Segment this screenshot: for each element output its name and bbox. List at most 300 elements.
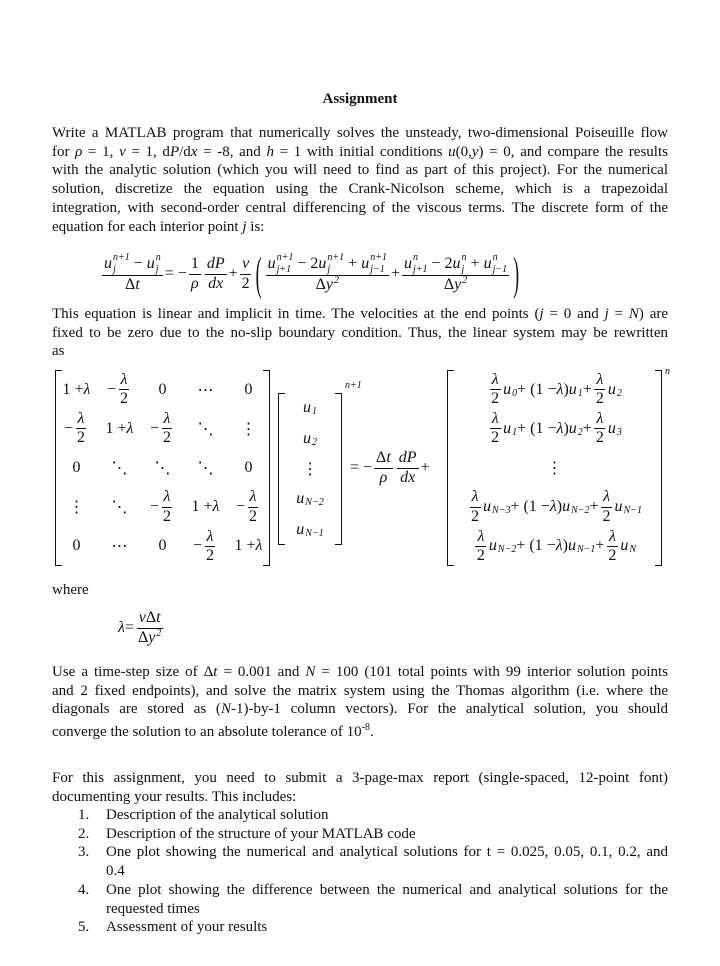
subscript <box>617 389 622 399</box>
text-run: = 0.001 and <box>217 664 306 680</box>
text-run: ) = 0, and compare the results <box>478 143 668 160</box>
text-run: 2 <box>77 429 86 447</box>
vector-entry <box>296 490 323 508</box>
text-run: (0, <box>455 143 472 160</box>
text-line <box>52 161 668 180</box>
matrix-cell <box>198 419 214 439</box>
list-number: 1. <box>78 807 90 823</box>
text-run: 2 <box>206 546 215 564</box>
italic-symbol <box>305 664 315 680</box>
text-run: λ <box>556 419 564 437</box>
text-run: + (1 − <box>510 498 550 516</box>
text-run: ν <box>242 255 250 273</box>
italic-symbol <box>503 381 511 399</box>
superscript <box>362 722 370 733</box>
fraction-denominator <box>161 508 173 526</box>
scripted-symbol <box>484 253 508 275</box>
scripted-symbol <box>296 521 323 539</box>
italic-symbol <box>489 537 497 555</box>
text-run: 2 <box>249 507 258 525</box>
matrix-cell <box>245 459 253 477</box>
text-run: 2 <box>163 429 172 447</box>
text-run: ρ <box>75 143 83 160</box>
subscript <box>327 265 344 275</box>
text-run: 2 <box>491 429 500 447</box>
list-item <box>78 881 668 918</box>
text-run: ) <box>563 380 569 398</box>
fraction-denominator <box>606 547 618 565</box>
scripted-symbol <box>568 537 595 555</box>
italic-symbol <box>318 255 326 273</box>
text-run: t <box>386 449 391 467</box>
italic-symbol <box>104 255 112 273</box>
fraction <box>240 255 252 293</box>
text-run: λ <box>126 419 134 437</box>
fraction-numerator <box>102 253 163 276</box>
text-run: n+1 <box>276 252 294 264</box>
text-run: ν <box>138 609 146 627</box>
scripted-symbol <box>562 498 589 516</box>
list-item-text <box>106 918 668 937</box>
document-title: Assignment <box>322 91 398 107</box>
text-run: Description of the structure of your MATLAB code <box>106 825 416 842</box>
text-run: j+1 <box>276 264 292 276</box>
vector-entry <box>302 459 318 479</box>
text-run: 3 <box>616 426 622 438</box>
italic-symbol <box>303 399 311 417</box>
text-run: u <box>503 419 512 437</box>
text-run: j <box>604 306 609 322</box>
text-line <box>52 342 668 361</box>
text-run: u <box>483 255 492 273</box>
scripted-symbol <box>620 537 636 555</box>
scripts <box>492 504 510 516</box>
text-run: + <box>228 265 238 282</box>
text-run: = − <box>164 265 187 282</box>
matrix-cell <box>487 371 622 409</box>
text-run: ) <box>556 498 563 516</box>
list-item <box>78 806 668 825</box>
fraction <box>266 253 389 294</box>
fraction-numerator <box>490 410 501 429</box>
subscript <box>624 506 642 516</box>
text-run: equation for each interior point <box>52 218 243 235</box>
text-run: Use a time-step size of Δ <box>52 664 214 680</box>
text-run: ⋱ <box>154 459 171 477</box>
discrete-equation <box>100 246 521 299</box>
italic-symbol <box>326 276 333 294</box>
scripts <box>413 253 428 275</box>
fraction-numerator <box>137 609 163 628</box>
fraction <box>469 488 481 526</box>
fraction <box>247 488 259 526</box>
text-run: 0 <box>72 458 81 476</box>
text-run: + (1 − <box>516 537 556 555</box>
matrix-cell <box>198 458 214 478</box>
text-run: − <box>129 255 147 273</box>
fraction <box>489 410 501 448</box>
italic-symbol <box>208 275 223 292</box>
italic-symbol <box>629 306 639 322</box>
parenthesis: ) <box>513 246 520 299</box>
italic-symbol <box>296 490 304 508</box>
list-item <box>78 843 668 880</box>
italic-symbol <box>386 449 390 466</box>
italic-symbol <box>221 701 231 717</box>
italic-symbol <box>250 488 257 505</box>
text-run: u <box>607 380 616 398</box>
text-run: u <box>104 255 112 273</box>
italic-symbol <box>562 498 570 516</box>
text-run: fixed to be zero due to the no-slip boundary condition. Thus, the linear system may be rewritten <box>52 324 668 341</box>
text-run: u <box>568 380 577 398</box>
text-run: n+1 <box>370 252 387 264</box>
text-run: 0 <box>72 537 81 555</box>
scripted-symbol <box>454 276 467 294</box>
text-run: − <box>106 380 117 398</box>
text-run: 2 <box>608 546 617 564</box>
text-line <box>106 825 668 844</box>
text-run: 0 <box>244 380 253 398</box>
italic-symbol <box>256 537 263 555</box>
text-run: N <box>628 306 639 322</box>
text-run: t <box>135 276 140 294</box>
text-run: u <box>403 255 412 273</box>
rhs-vector-superscript: n <box>665 366 670 377</box>
fraction <box>136 609 163 647</box>
matrix-cell <box>69 497 85 517</box>
italic-symbol <box>213 498 220 516</box>
fraction-numerator <box>162 488 173 507</box>
italic-symbol <box>164 488 171 505</box>
text-run: j−1 <box>370 264 385 276</box>
fraction-denominator <box>378 469 390 487</box>
text-run: N <box>629 544 637 556</box>
text-run: j <box>242 218 247 235</box>
text-run: t <box>213 664 218 680</box>
subscript <box>305 529 323 539</box>
italic-symbol <box>448 144 456 160</box>
fraction <box>601 488 613 526</box>
vector-entry <box>303 430 317 448</box>
fraction-numerator <box>470 488 481 507</box>
fraction-numerator <box>162 410 173 429</box>
parenthesis: ( <box>255 246 262 299</box>
matrix-cell <box>487 410 622 448</box>
text-line <box>52 769 668 788</box>
text-run: N−2 <box>571 505 590 517</box>
coefficient-matrix <box>55 370 270 566</box>
matrix-cell <box>150 488 175 526</box>
text-run: u <box>562 498 571 516</box>
italic-symbol <box>483 498 491 516</box>
text-run: Δ <box>137 628 149 646</box>
fraction-numerator <box>374 449 393 468</box>
paragraph-linear-system <box>52 305 668 361</box>
text-run: = 1, <box>82 143 120 160</box>
text-run: 2 <box>334 275 339 287</box>
scripts <box>113 253 130 275</box>
text-run: + <box>420 459 430 476</box>
text-run: λ <box>491 409 499 427</box>
text-line <box>106 881 668 900</box>
text-run: t <box>156 609 161 627</box>
text-run: Δ <box>315 276 326 294</box>
text-run: u <box>318 255 327 273</box>
text-run: + <box>466 255 484 273</box>
matrix-cell <box>245 381 253 399</box>
matrix-cell <box>63 381 91 399</box>
scripts <box>498 543 516 555</box>
text-run: λ <box>120 370 128 388</box>
text-run: = 100 (101 total points with 99 interior solution points <box>315 664 669 680</box>
scripts <box>156 253 161 275</box>
italic-symbol <box>399 449 417 466</box>
fraction <box>161 488 173 526</box>
matrix-cell <box>64 410 89 448</box>
fraction <box>397 449 419 487</box>
text-run: u <box>452 255 461 273</box>
fraction-numerator <box>76 410 87 429</box>
fraction <box>402 253 509 294</box>
text-line <box>52 719 668 742</box>
text-run: ⋮ <box>68 499 85 517</box>
scripts <box>571 504 589 516</box>
text-run: 2 <box>616 387 622 399</box>
text-run: = 1, d <box>125 143 170 160</box>
italic-symbol <box>118 619 125 637</box>
subscript <box>617 428 622 438</box>
text-run: -8 <box>361 722 370 734</box>
matrix-cell <box>112 497 128 517</box>
italic-symbol <box>484 255 492 273</box>
scripts <box>305 496 323 508</box>
text-run: λ <box>163 488 171 506</box>
text-run: u <box>614 498 623 516</box>
text-run: j+1 <box>412 264 428 276</box>
subscript <box>571 506 589 516</box>
text-run: 1 <box>312 406 317 418</box>
text-run: y <box>148 628 156 646</box>
fraction <box>475 528 487 566</box>
text-line <box>52 324 668 343</box>
unknown-vector-superscript: n+1 <box>345 380 362 391</box>
list-item-text <box>106 825 668 844</box>
text-line <box>52 199 668 218</box>
scripts <box>305 527 323 539</box>
text-run: u <box>448 143 456 160</box>
fraction-denominator <box>123 276 142 294</box>
text-line <box>106 918 668 937</box>
subscript <box>156 265 161 275</box>
text-run: requested times <box>106 900 200 917</box>
text-run: u <box>483 498 492 516</box>
italic-symbol <box>121 371 128 388</box>
vector-entry <box>303 399 317 417</box>
list-number: 5. <box>78 919 90 936</box>
scripted-symbol <box>404 253 428 275</box>
matrix-cell <box>155 458 171 478</box>
superscript <box>462 276 467 286</box>
fraction <box>118 371 130 409</box>
text-run: n <box>461 252 467 264</box>
italic-symbol <box>569 381 577 399</box>
text-run: λ <box>118 619 125 636</box>
list-item-text <box>106 881 668 918</box>
text-run: + <box>595 537 605 555</box>
italic-symbol <box>608 381 616 399</box>
italic-symbol <box>207 528 214 545</box>
italic-symbol <box>191 275 199 292</box>
text-run: u <box>303 399 311 417</box>
text-run: Δ <box>376 449 387 467</box>
text-run: For this assignment, you need to submit a 3-page-max report (single-spaced, 12-point font) <box>52 770 668 786</box>
list-item <box>78 825 668 844</box>
text-run: dx <box>400 468 416 486</box>
text-run: is: <box>246 218 265 235</box>
matrix-cell <box>547 458 563 478</box>
matrix-cell <box>198 380 214 400</box>
fraction <box>374 449 393 487</box>
italic-symbol <box>609 528 616 545</box>
fraction-denominator <box>594 390 606 408</box>
text-run: u <box>296 490 305 508</box>
text-run: + <box>582 380 592 398</box>
fraction-numerator <box>475 528 486 547</box>
fraction-numerator <box>594 410 605 429</box>
text-run: λ <box>596 370 604 388</box>
text-run: λ <box>596 409 604 427</box>
text-run: u <box>488 537 497 555</box>
scripts <box>624 504 642 516</box>
scripts <box>312 436 317 448</box>
text-run: dx <box>208 274 224 292</box>
text-run: 0.4 <box>106 863 125 880</box>
text-run: λ <box>549 498 557 516</box>
matrix-cell <box>73 537 81 555</box>
text-run: = -8, and <box>197 143 267 160</box>
fraction <box>161 410 173 448</box>
text-run: 2 <box>577 426 583 438</box>
fraction <box>204 528 216 566</box>
text-run: N−2 <box>497 544 517 556</box>
italic-symbol <box>380 469 388 486</box>
italic-symbol <box>557 381 564 399</box>
text-run: 1 <box>190 255 199 273</box>
italic-symbol <box>127 420 134 438</box>
fraction-denominator <box>398 469 417 487</box>
subscript <box>492 506 510 516</box>
fraction-numerator <box>402 253 509 276</box>
scripts <box>277 253 294 275</box>
text-run: 1 + <box>191 498 213 516</box>
text-run: N−1 <box>305 527 324 539</box>
text-run: 0 <box>244 458 253 476</box>
italic-symbol <box>608 420 616 438</box>
text-run: N−3 <box>492 505 511 517</box>
text-run: ⋮ <box>546 459 563 477</box>
matrix-cell <box>107 371 132 409</box>
scripts <box>629 543 636 555</box>
text-run: λ <box>608 527 616 545</box>
text-run: j−1 <box>492 264 508 276</box>
text-run: 2 <box>602 507 611 525</box>
scripted-symbol <box>503 381 517 399</box>
text-run: 2 <box>595 390 604 408</box>
text-run: integration, with second-order central differencing of the viscous terms. The discrete form of the <box>52 199 668 216</box>
fraction <box>606 528 618 566</box>
text-run: 2 <box>156 627 162 639</box>
fraction-numerator <box>205 255 227 274</box>
text-run: 0 <box>158 537 167 555</box>
text-run: λ <box>491 370 499 388</box>
scripted-symbol <box>489 537 516 555</box>
text-run: Δ <box>125 276 136 294</box>
text-line <box>52 143 668 162</box>
superscript <box>156 253 161 263</box>
paragraph-parameters <box>52 663 668 742</box>
scripts <box>327 253 344 275</box>
text-run: 2 <box>163 507 172 525</box>
text-run: 1 + <box>234 537 256 555</box>
text-run: 0 <box>512 387 518 399</box>
text-run: λ <box>471 488 479 506</box>
rhs-vector <box>447 370 662 566</box>
scripted-symbol <box>268 253 294 275</box>
fraction-denominator <box>475 547 487 565</box>
scripts <box>334 276 339 286</box>
text-run: − <box>149 419 160 437</box>
fraction <box>489 371 501 409</box>
text-run: j <box>327 264 331 276</box>
italic-symbol <box>620 537 628 555</box>
subscript <box>493 265 508 275</box>
text-run: Δ <box>145 609 157 627</box>
scripted-symbol <box>148 629 161 647</box>
italic-symbol <box>615 498 623 516</box>
superscript <box>156 629 161 639</box>
text-run: and 2 fixed endpoints), and solve the matrix system using the Thomas algorithm (i.e. where the <box>52 682 668 699</box>
text-run: ρ <box>379 468 388 486</box>
fraction-denominator <box>601 508 613 526</box>
pressure-term <box>350 448 430 488</box>
text-run: u <box>361 255 370 273</box>
subscript <box>413 265 428 275</box>
text-run: h <box>266 143 274 160</box>
italic-symbol <box>170 144 179 160</box>
text-run: ) <box>563 419 569 437</box>
italic-symbol <box>492 410 499 427</box>
text-run: converge the solution to an absolute tolerance of 10 <box>52 724 362 741</box>
text-run: λ <box>556 380 564 398</box>
fraction-denominator <box>314 276 341 294</box>
list-item-text <box>106 843 668 880</box>
superscript <box>277 253 294 263</box>
fraction-denominator <box>75 429 87 447</box>
text-run: ⋮ <box>302 460 318 478</box>
italic-symbol <box>557 420 564 438</box>
superscript <box>493 253 508 263</box>
text-run: λ <box>477 527 485 545</box>
vector-entry <box>296 521 323 539</box>
italic-symbol <box>139 609 146 626</box>
text-run: x <box>190 143 198 160</box>
list-item-text <box>106 806 668 825</box>
superscript <box>113 253 130 263</box>
scripts <box>577 543 595 555</box>
scripted-symbol <box>303 399 317 417</box>
text-run: 2 <box>471 507 480 525</box>
